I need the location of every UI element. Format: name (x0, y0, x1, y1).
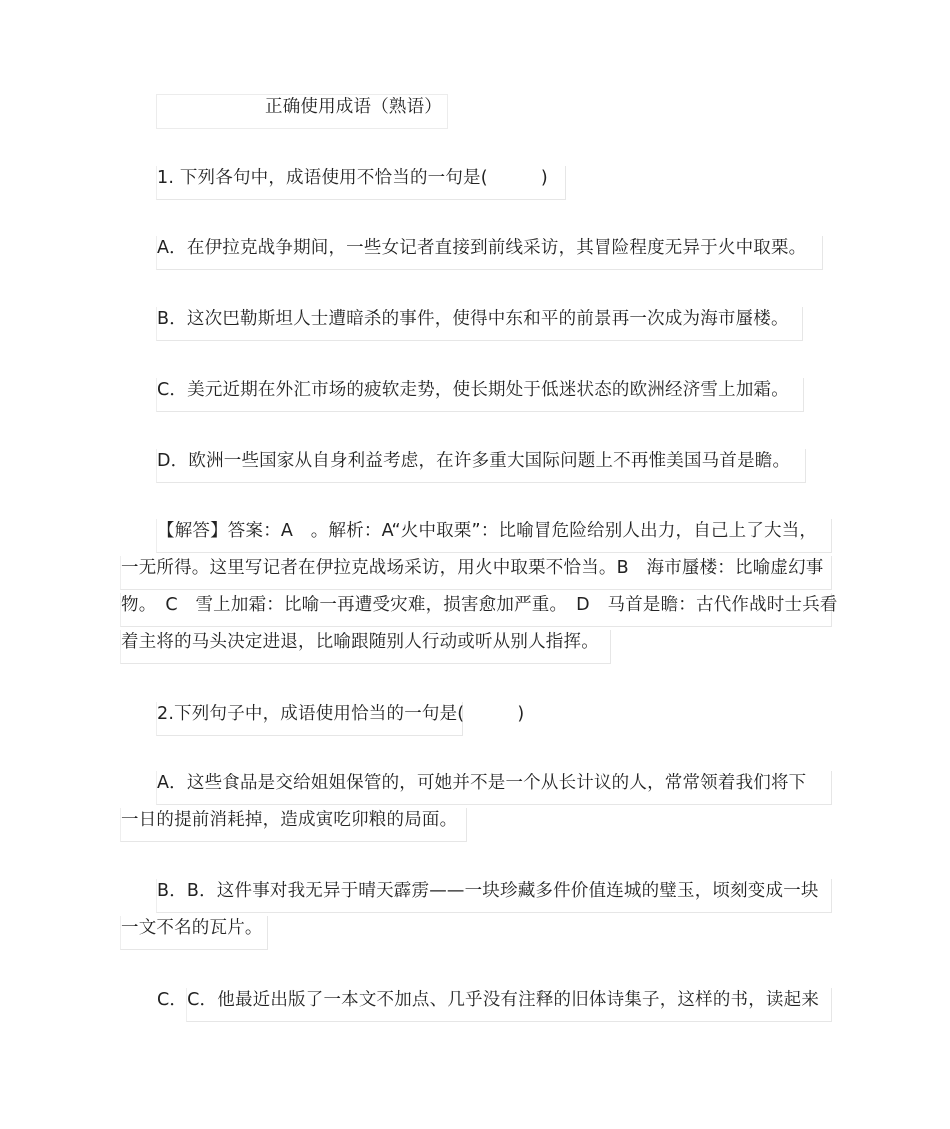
q1-option-a: A．在伊拉克战争期间，一些女记者直接到前线采访，其冒险程度无异于火中取栗。 (157, 238, 807, 258)
q1-option-b: B．这次巴勒斯坦人士遭暗杀的事件，使得中东和平的前景再一次成为海市蜃楼。 (157, 309, 789, 329)
q2-option-c-line-1: C．C．他最近出版了一本文不加点、几乎没有注释的旧体诗集子，这样的书，读起来 (157, 990, 820, 1010)
q1-answer-line-4: 着主将的马头决定进退，比喻跟随别人行动或听从别人指挥。 (121, 632, 599, 652)
q1-answer-line-2: 一无所得。这里写记者在伊拉克战场采访，用火中取栗不恰当。B 海市蜃楼：比喻虚幻事 (121, 558, 824, 578)
q2-option-a-line-2: 一日的提前消耗掉，造成寅吃卯粮的局面。 (121, 810, 458, 830)
q1-answer-line-3: 物。 C 雪上加霜：比喻一再遭受灾难，损害愈加严重。 D 马首是瞻：古代作战时士兵看 (121, 595, 838, 615)
q2-option-b-line-1: B．B．这件事对我无异于晴天霹雳——一块珍藏多件价值连城的璧玉，顷刻变成一块 (157, 881, 819, 901)
page-title: 正确使用成语（熟语） (265, 97, 442, 117)
q1-option-c: C．美元近期在外汇市场的疲软走势，使长期处于低迷状态的欧洲经济雪上加霜。 (157, 380, 789, 400)
q2-option-a-line-1: A．这些食品是交给姐姐保管的，可她并不是一个从长计议的人，常常领着我们将下 (157, 773, 807, 793)
q2-option-b-line-2: 一文不名的瓦片。 (121, 918, 263, 938)
q1-option-d: D．欧洲一些国家从自身利益考虑，在许多重大国际问题上不再惟美国马首是瞻。 (157, 451, 791, 471)
q1-stem: 1. 下列各句中，成语使用不恰当的一句是( ) (157, 168, 548, 188)
q2-stem: 2.下列句子中，成语使用恰当的一句是( ) (157, 704, 525, 724)
q1-answer-line-1: 【解答】答案：A 。解析：A“火中取栗”：比喻冒危险给别人出力，自己上了大当， (157, 521, 818, 541)
